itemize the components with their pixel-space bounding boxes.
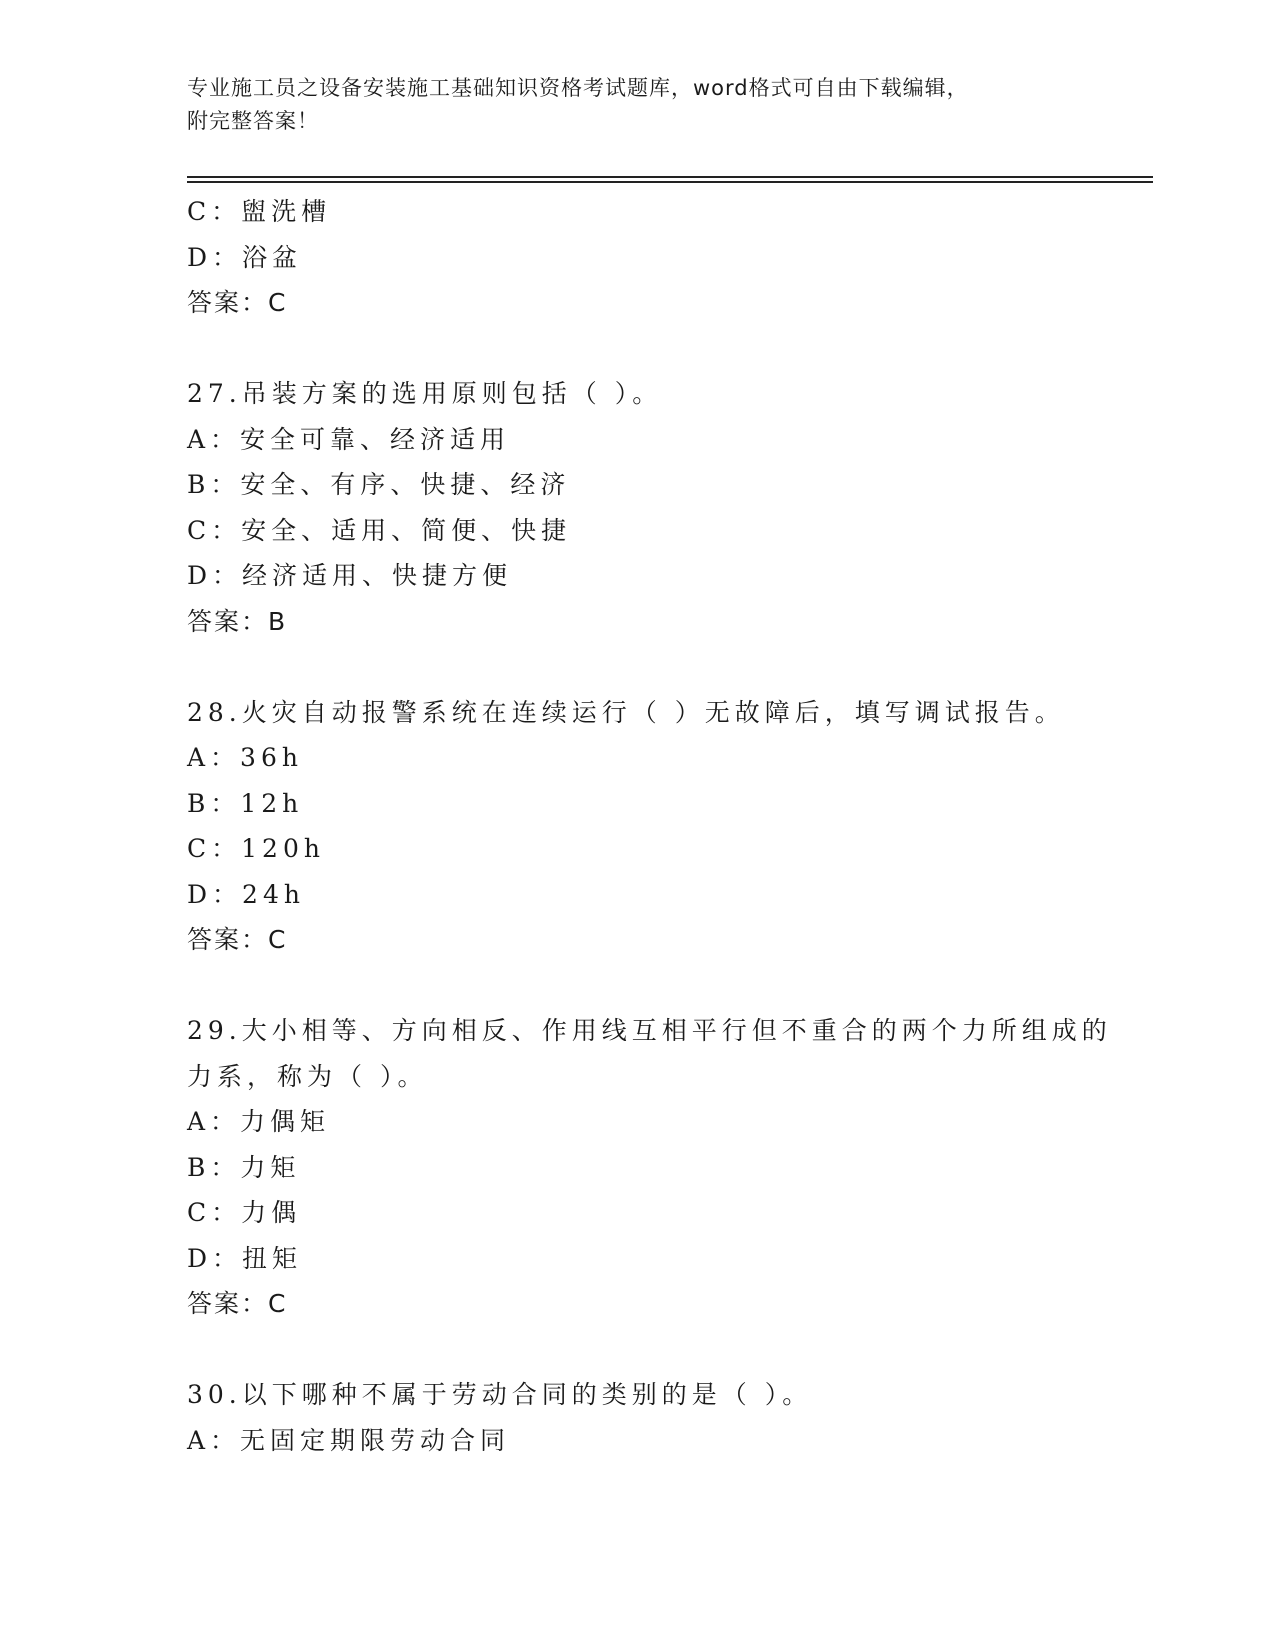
answer-line: 答案：C	[187, 925, 288, 954]
header-line-2: 附完整答案！	[187, 109, 319, 133]
option-line: D：浴盆	[187, 242, 303, 272]
spacer	[187, 326, 1107, 372]
spacer	[187, 644, 1107, 690]
question-stem: 30.以下哪种不属于劳动合同的类别的是（ ）。	[187, 1380, 813, 1409]
question-stem: 28.火灾自动报警系统在连续运行（ ）无故障后，填写调试报告。	[187, 697, 1065, 727]
header-rule-bottom	[187, 181, 1153, 183]
document-header	[187, 72, 1067, 138]
option-line: C：安全、适用、简便、快捷	[187, 515, 572, 545]
option-line: B：安全、有序、快捷、经济	[187, 470, 571, 499]
option-line: B：12h	[187, 788, 304, 818]
question-body	[187, 189, 1112, 1463]
answer-line: 答案：C	[187, 1289, 288, 1318]
option-line: D：24h	[187, 879, 305, 909]
question-stem-continued: 力系，称为（ ）。	[187, 1061, 428, 1091]
question-stem: 29.大小相等、方向相反、作用线互相平行但不重合的两个力所组成的	[187, 1016, 1112, 1045]
option-line: B：力矩	[187, 1152, 301, 1182]
question-stem: 27.吊装方案的选用原则包括（ ）。	[187, 379, 663, 408]
option-line: C：力偶	[187, 1198, 302, 1227]
option-line: C：120h	[187, 834, 325, 863]
spacer	[187, 1327, 1107, 1373]
header-rule-top	[187, 176, 1153, 178]
option-line: C：盥洗槽	[187, 197, 332, 226]
option-line: A：力偶矩	[187, 1107, 331, 1136]
spacer	[187, 963, 1107, 1009]
option-line: A：36h	[187, 743, 303, 772]
option-line: A：无固定期限劳动合同	[187, 1425, 511, 1455]
option-line: D：经济适用、快捷方便	[187, 561, 513, 590]
answer-line: 答案：B	[187, 606, 288, 636]
answer-line: 答案：C	[187, 288, 288, 317]
option-line: D：扭矩	[187, 1243, 303, 1273]
option-line: A：安全可靠、经济适用	[187, 424, 511, 454]
header-line-1: 专业施工员之设备安装施工基础知识资格考试题库，word格式可自由下载编辑，	[187, 76, 969, 100]
